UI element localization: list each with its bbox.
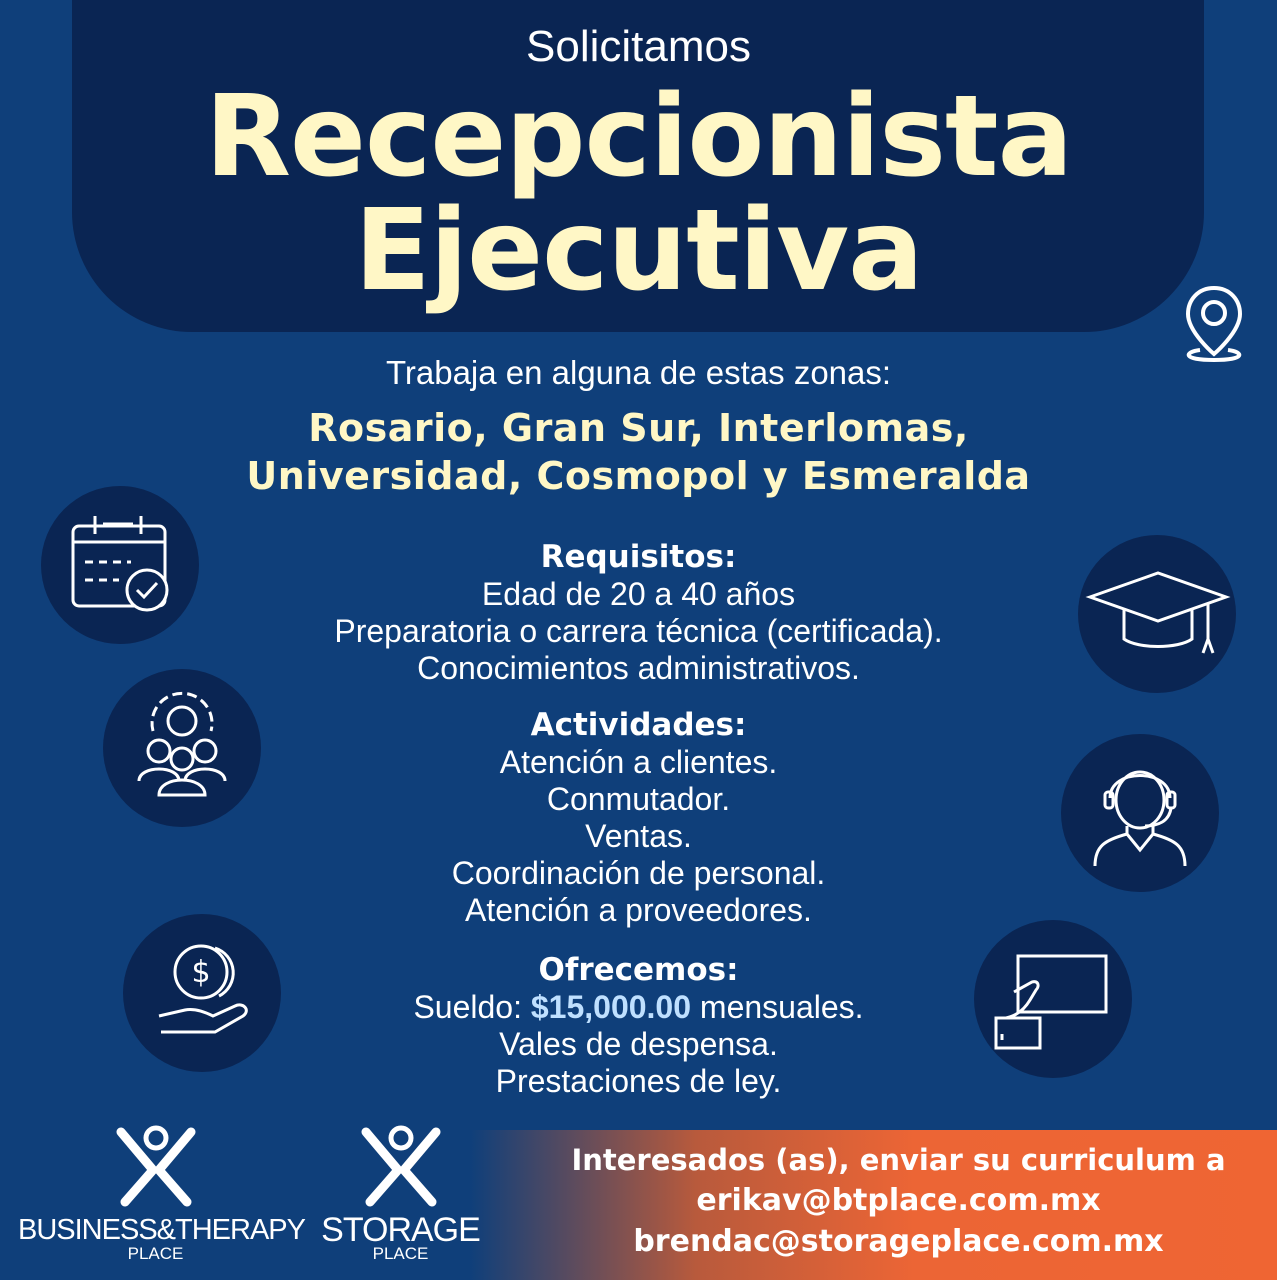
contact-email-2[interactable]: brendac@storageplace.com.mx: [633, 1224, 1164, 1259]
headset-agent-icon: [1061, 734, 1219, 892]
st-logo-place: PLACE: [372, 1244, 429, 1263]
contact-instructions: Interesados (as), enviar su curriculum a: [571, 1143, 1226, 1177]
salary-suffix: mensuales.: [699, 989, 864, 1025]
ofrecemos-heading: Ofrecemos:: [538, 952, 739, 988]
contact-email-1[interactable]: erikav@btplace.com.mx: [696, 1183, 1101, 1218]
graduation-circle: [1078, 535, 1236, 693]
job-title-line1: Recepcionista: [204, 72, 1073, 202]
header-subtitle: Solicitamos: [526, 22, 751, 71]
team-circle: [103, 669, 261, 827]
svg-text:$: $: [191, 955, 211, 990]
actividad-item: Ventas.: [585, 818, 692, 854]
requisito-item: Edad de 20 a 40 años: [481, 576, 796, 612]
bt-logo-place: PLACE: [127, 1244, 184, 1263]
bt-logo-name: BUSINESS&THERAPY: [18, 1214, 305, 1246]
zones-line1: Rosario, Gran Sur, Interlomas,: [308, 406, 969, 450]
zones-label: Trabaja en alguna de estas zonas:: [385, 354, 892, 391]
actividad-item: Coordinación de personal.: [451, 855, 826, 891]
requisito-item: Preparatoria o carrera técnica (certificada).: [334, 613, 943, 649]
person-figure-icon: [356, 1124, 446, 1208]
graduation-cap-icon: [1078, 535, 1236, 693]
hand-card-icon: [974, 920, 1132, 1078]
requisito-item: Conocimientos administrativos.: [417, 650, 860, 686]
actividad-item: Atención a proveedores.: [465, 892, 812, 928]
zones-line2: Universidad, Cosmopol y Esmeralda: [246, 454, 1031, 498]
benefit-item: Vales de despensa.: [499, 1026, 778, 1062]
st-logo-name: STORAGE: [321, 1211, 480, 1249]
calendar-circle: [41, 486, 199, 644]
storage-place-logo: [318, 1124, 483, 1263]
job-title-line2: Ejecutiva: [354, 186, 923, 316]
person-figure-icon: [111, 1124, 201, 1208]
salary-prefix: Sueldo:: [413, 989, 522, 1025]
salary-amount: $15,000.00: [530, 989, 692, 1025]
actividad-item: Atención a clientes.: [499, 744, 778, 780]
business-therapy-logo: [18, 1124, 305, 1263]
money-hand-icon: [123, 914, 281, 1072]
benefit-item: Prestaciones de ley.: [495, 1063, 782, 1099]
calendar-check-icon: [41, 486, 199, 644]
team-gear-icon: [103, 669, 261, 827]
card-circle: [974, 920, 1132, 1078]
actividad-item: Conmutador.: [546, 781, 731, 817]
actividades-heading: Actividades:: [530, 707, 747, 743]
headset-circle: [1061, 734, 1219, 892]
requisitos-heading: Requisitos:: [540, 539, 737, 575]
money-circle: [123, 914, 281, 1072]
